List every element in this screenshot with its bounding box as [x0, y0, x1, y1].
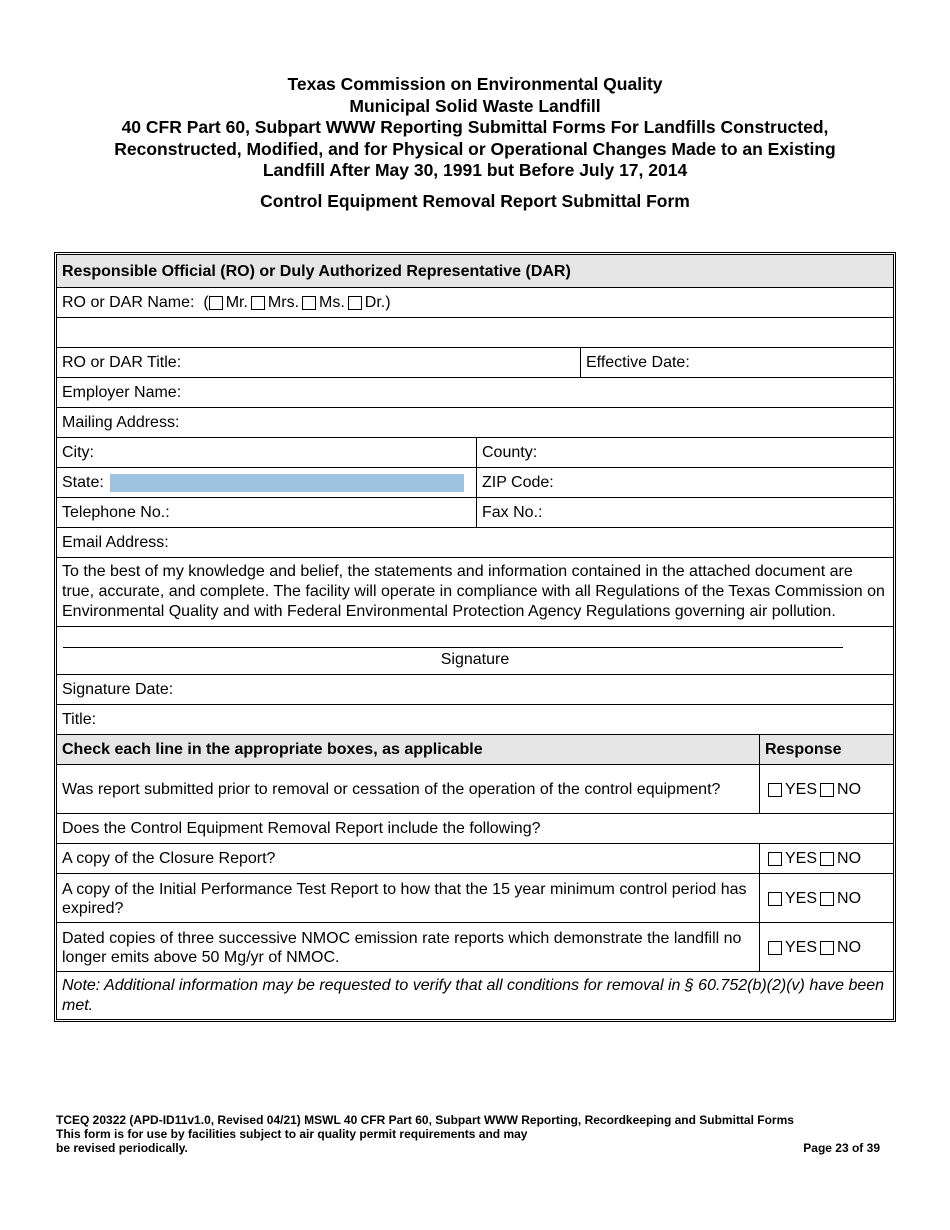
signature-date-row [57, 674, 893, 704]
footer-revision-note: be revised periodically. [56, 1141, 188, 1155]
ms-checkbox[interactable] [302, 296, 316, 310]
yes-checkbox[interactable] [768, 783, 782, 797]
state-field [57, 468, 476, 497]
yes-checkbox[interactable] [768, 852, 782, 866]
signature-date-label: Signature Date: [62, 681, 174, 698]
no-label: NO [837, 938, 862, 956]
title-label: Title: [62, 711, 97, 728]
question-row [57, 764, 893, 813]
employer-name-label: Employer Name: [62, 384, 182, 401]
ms-label: Ms. [319, 294, 345, 311]
response-cell [759, 923, 893, 971]
response-cell [759, 874, 893, 922]
removal-note: Note: Additional information may be requested to verify that all conditions for removal in § 60.752(b)(2)(v) have been met. [62, 977, 885, 1014]
program-name: Municipal Solid Waste Landfill [349, 95, 601, 116]
document-footer [56, 1113, 880, 1155]
no-checkbox[interactable] [820, 852, 834, 866]
footer-form-id: TCEQ 20322 (APD-ID11v1.0, Revised 04/21) MSWL 40 CFR Part 60, Subpart WWW Reporting, Recordkeeping and Submittal Forms [56, 1113, 794, 1127]
mailing-address-field[interactable] [57, 408, 893, 437]
response-cell [759, 844, 893, 873]
fax-label: Fax No.: [482, 504, 543, 521]
ro-name-label-cell [57, 288, 893, 317]
signature-label: Signature [440, 651, 510, 668]
mrs-checkbox[interactable] [251, 296, 265, 310]
no-label: NO [837, 780, 862, 798]
telephone-label: Telephone No.: [62, 504, 170, 521]
question-row [57, 843, 893, 873]
fax-field[interactable] [476, 498, 893, 527]
title-row [57, 704, 893, 734]
county-field[interactable] [476, 438, 893, 467]
mr-checkbox[interactable] [209, 296, 223, 310]
ro-name-entry-row [57, 317, 893, 347]
effective-date-label: Effective Date: [586, 354, 690, 371]
no-label: NO [837, 850, 862, 867]
telephone-field[interactable] [57, 498, 476, 527]
note-row [57, 971, 893, 1019]
yes-checkbox[interactable] [768, 941, 782, 955]
response-cell [759, 765, 893, 813]
yes-label: YES [785, 938, 818, 956]
state-label: State: [62, 474, 104, 491]
submittal-form [54, 252, 896, 1022]
page-number: Page 23 of 39 [803, 1141, 880, 1155]
city-label: City: [62, 444, 94, 461]
yes-label: YES [785, 780, 818, 798]
title-field[interactable] [57, 705, 893, 734]
regulation-title-line-3: Landfill After May 30, 1991 but Before July 17, 2014 [262, 160, 688, 180]
mr-label: Mr. [225, 294, 248, 311]
email-field[interactable] [57, 528, 893, 557]
city-field[interactable] [57, 438, 476, 467]
footer-usage-note: This form is for use by facilities subject to air quality permit requirements and may [56, 1127, 528, 1141]
question-row [57, 873, 893, 922]
ro-title-label: RO or DAR Title: [62, 354, 182, 371]
question-row [57, 813, 893, 843]
question-text: A copy of the Initial Performance Test Report to how that the 15 year minimum control period has expired? [62, 880, 747, 917]
question-text: Dated copies of three successive NMOC emission rate reports which demonstrate the landfill no longer emits above 50 Mg/yr of NMOC. [62, 929, 742, 966]
employer-row [57, 377, 893, 407]
signature-date-field[interactable] [57, 675, 893, 704]
form-title: Control Equipment Removal Report Submittal Form [260, 190, 690, 211]
checklist-heading: Check each line in the appropriate boxes, as applicable [57, 735, 759, 764]
ro-name-input[interactable] [57, 318, 893, 347]
signature-row[interactable] [57, 626, 893, 674]
question-text: Does the Control Equipment Removal Report include the following? [62, 820, 541, 837]
ro-name-label: RO or DAR Name: ( [62, 294, 209, 311]
dr-checkbox[interactable] [348, 296, 362, 310]
city-county-row [57, 437, 893, 467]
certification-row [57, 557, 893, 626]
signature-line [63, 647, 843, 648]
effective-date-field[interactable] [580, 348, 893, 377]
certification-statement: To the best of my knowledge and belief, the statements and information contained in the attached document are true, accurate, and complete. The facility will operate in compliance with all Regulations of the Texas Commission on Environmental Quality and with Federal Environmental Protection Agency Regulations governing air pollution. [62, 563, 885, 620]
mailing-address-label: Mailing Address: [62, 414, 180, 431]
yes-label: YES [785, 889, 818, 907]
regulation-title-line-2: Reconstructed, Modified, and for Physical or Operational Changes Made to an Existing [114, 138, 836, 159]
phone-fax-row [57, 497, 893, 527]
email-row [57, 527, 893, 557]
zip-label: ZIP Code: [482, 474, 554, 491]
document-header [0, 74, 950, 212]
ro-section-heading: Responsible Official (RO) or Duly Authorized Representative (DAR) [57, 255, 893, 287]
ro-section-heading-row [57, 255, 893, 287]
dr-label: Dr.) [364, 294, 391, 311]
checklist-heading-row [57, 734, 893, 764]
ro-title-field[interactable] [57, 348, 580, 377]
email-label: Email Address: [62, 534, 169, 551]
state-dropdown[interactable] [110, 474, 464, 492]
no-label: NO [837, 889, 862, 907]
zip-field[interactable] [476, 468, 893, 497]
no-checkbox[interactable] [820, 892, 834, 906]
no-checkbox[interactable] [820, 941, 834, 955]
ro-title-row [57, 347, 893, 377]
regulation-title-line-1: 40 CFR Part 60, Subpart WWW Reporting Submittal Forms For Landfills Constructed, [121, 117, 829, 137]
response-heading: Response [759, 735, 893, 764]
county-label: County: [482, 444, 538, 461]
agency-name: Texas Commission on Environmental Quality [287, 74, 663, 94]
yes-checkbox[interactable] [768, 892, 782, 906]
no-checkbox[interactable] [820, 783, 834, 797]
yes-label: YES [785, 850, 818, 867]
question-text: Was report submitted prior to removal or cessation of the operation of the control equipment? [62, 781, 721, 798]
mrs-label: Mrs. [267, 294, 300, 311]
question-row [57, 922, 893, 971]
mailing-address-row [57, 407, 893, 437]
question-text: A copy of the Closure Report? [62, 850, 276, 867]
ro-name-row [57, 287, 893, 317]
employer-name-field[interactable] [57, 378, 893, 407]
state-zip-row [57, 467, 893, 497]
